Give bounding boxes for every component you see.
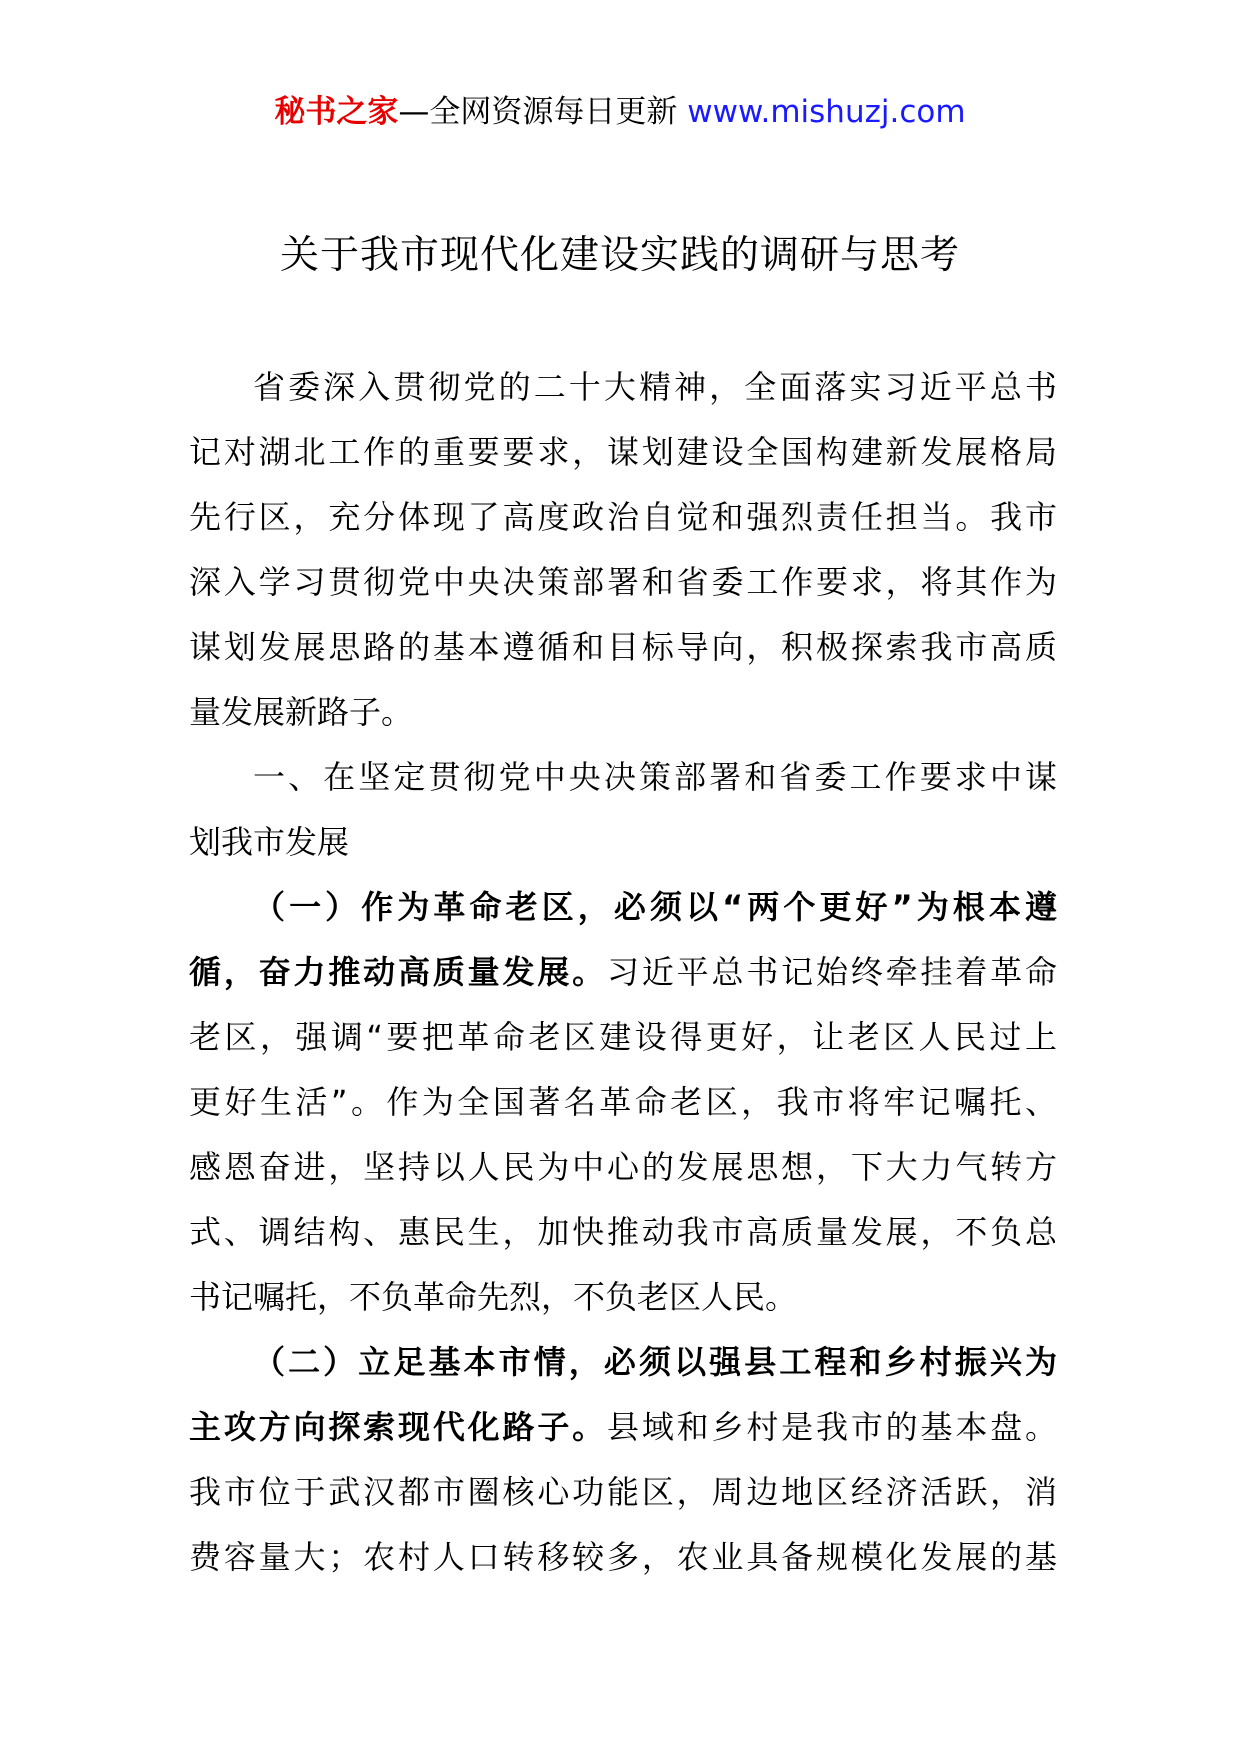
paragraph-line: 先行区，充分体现了高度政治自觉和强烈责任担当。我市 [189,498,1057,536]
document-title: 关于我市现代化建设实践的调研与思考 [279,233,960,278]
subsection-heading-end: 主攻方向探索现代化路子。 [189,1408,607,1446]
document-body [189,355,1057,1590]
mixed-line [189,1395,1057,1460]
paragraph-line: 省委深入贯彻党的二十大精神，全面落实习近平总书 [253,368,1057,406]
paragraph-line: 感恩奋进，坚持以人民为中心的发展思想，下大力气转方 [189,1148,1057,1186]
section-heading-line: 一、在坚定贯彻党中央决策部署和省委工作要求中谋 [253,758,1057,796]
subsection-heading-line: （二）立足基本市情，必须以强县工程和乡村振兴为 [253,1343,1057,1381]
brand-name: 秘书之家 [274,94,399,130]
paragraph-line: 谋划发展思路的基本遵循和目标导向，积极探索我市高质 [189,628,1057,666]
banner-slogan: —全网资源每日更新 [398,94,678,130]
subsection-heading-end: 循，奋力推动高质量发展。 [189,953,607,991]
paragraph-line: 深入学习贯彻党中央决策部署和省委工作要求，将其作为 [189,563,1057,601]
paragraph-line: 老区，强调“要把革命老区建设得更好，让老区人民过上 [189,1018,1057,1056]
paragraph-line: 更好生活”。作为全国著名革命老区，我市将牢记嘱托、 [189,1083,1057,1121]
mixed-line [189,940,1057,1005]
paragraph-line: 记对湖北工作的重要要求，谋划建设全国构建新发展格局 [189,433,1057,471]
site-url[interactable]: www.mishuzj.com [677,94,966,130]
paragraph-text: 习近平总书记始终牵挂着革命 [607,953,1057,991]
site-banner [0,90,1240,134]
paragraph-line: 我市位于武汉都市圈核心功能区，周边地区经济活跃，消 [189,1473,1057,1511]
paragraph-line: 量发展新路子。 [189,693,414,731]
section-heading-line: 划我市发展 [189,823,350,861]
paragraph-line: 书记嘱托，不负革命先烈，不负老区人民。 [189,1278,798,1316]
paragraph-line: 式、调结构、惠民生，加快推动我市高质量发展，不负总 [189,1213,1057,1251]
subsection-heading-line: （一）作为革命老区，必须以“两个更好”为根本遵 [253,888,1057,926]
paragraph-text: 县域和乡村是我市的基本盘。 [607,1408,1057,1446]
paragraph-line: 费容量大；农村人口转移较多，农业具备规模化发展的基 [189,1538,1057,1576]
